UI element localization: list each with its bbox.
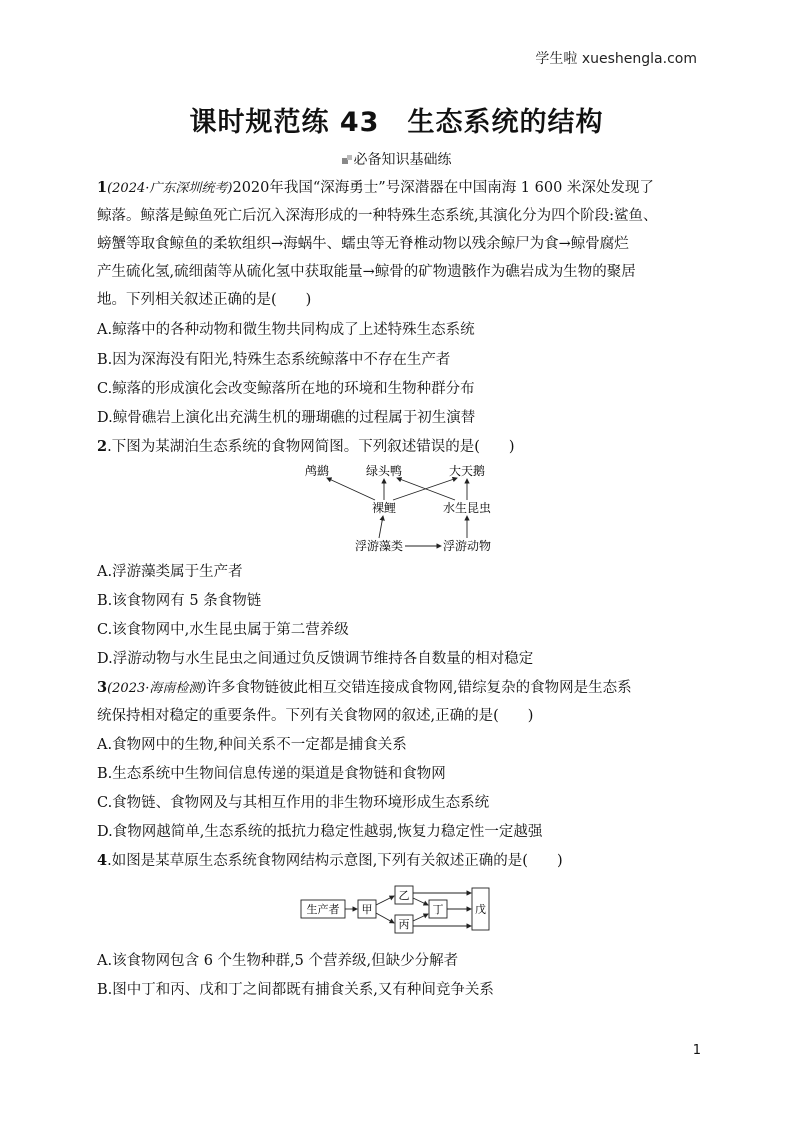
node-naked-carp: 裸鲤 — [371, 501, 397, 515]
edge-jia-to-yi — [376, 896, 394, 905]
page-title: 课时规范练 43 生态系统的结构 — [189, 107, 604, 138]
q1-source: (2024·广东深圳统考) — [107, 181, 233, 196]
q1-stem-line: 鲸落。鲸落是鲸鱼死亡后沉入深海形成的一种特殊生态系统,其演化分为四个阶段:鲨鱼、 — [97, 208, 658, 224]
label-bing: 丙 — [398, 918, 410, 931]
q2-stem: 2.下图为某湖泊生态系统的食物网简图。下列叙述错误的是( ) — [97, 438, 515, 455]
q4-option-b: B.图中丁和丙、戊和丁之间都既有捕食关系,又有种间竞争关系 — [97, 982, 494, 998]
label-jia: 甲 — [361, 903, 373, 916]
q1-stem-line: 2020年我国“深海勇士”号深潜器在中国南海 1 600 米深处发现了 — [232, 180, 654, 196]
section-heading — [0, 149, 793, 169]
q1-number: 1 — [97, 179, 108, 196]
q1-line-1 — [97, 178, 654, 199]
q1-option-a: A.鲸落中的各种动物和微生物共同构成了上述特殊生态系统 — [97, 322, 475, 338]
q3-source: (2023·海南检测) — [107, 681, 207, 696]
section-marker-icon — [342, 155, 352, 165]
lake-food-web-diagram — [295, 460, 505, 558]
q3-number: 3 — [97, 679, 108, 696]
q3-option-b: B.生态系统中生物间信息传递的渠道是食物链和食物网 — [97, 766, 446, 782]
label-producer: 生产者 — [306, 903, 340, 916]
q4-stem: 4.如图是某草原生态系统食物网结构示意图,下列有关叙述正确的是( ) — [97, 852, 563, 869]
edge-phyto-to-carp — [379, 516, 383, 538]
q2-number: 2 — [97, 438, 108, 455]
edge-yi-to-ding — [413, 898, 428, 905]
edge-bing-to-ding — [413, 914, 428, 921]
node-mallard: 绿头鸭 — [365, 464, 403, 478]
q4-number: 4 — [97, 852, 108, 869]
grassland-food-web-diagram — [300, 884, 490, 936]
q3-option-a: A.食物网中的生物,种间关系不一定都是捕食关系 — [97, 737, 407, 753]
node-cormorant: 鸬鹚 — [304, 464, 330, 478]
q1-stem-line: 地。下列相关叙述正确的是( ) — [97, 292, 312, 308]
label-yi: 乙 — [398, 889, 410, 902]
node-zooplankton: 浮游动物 — [442, 539, 492, 553]
node-whooper-swan: 大天鹅 — [448, 464, 486, 478]
q1-stem-line: 产生硫化氢,硫细菌等从硫化氢中获取能量→鲸骨的矿物遗骸作为礁岩成为生物的聚居 — [97, 264, 636, 280]
page-number: 1 — [692, 1043, 701, 1058]
label-ding: 丁 — [432, 903, 444, 916]
edge-carp-to-cormorant — [327, 478, 375, 500]
section-label: 必备知识基础练 — [353, 152, 452, 168]
q1-option-b: B.因为深海没有阳光,特殊生态系统鲸落中不存在生产者 — [97, 352, 451, 368]
site-watermark: 学生啦 xueshengla.com — [535, 51, 697, 67]
q2-option-b: B.该食物网有 5 条食物链 — [97, 593, 262, 609]
label-wu: 戊 — [475, 903, 486, 916]
q2-option-a: A.浮游藻类属于生产者 — [97, 564, 243, 580]
q4-option-a: A.该食物网包含 6 个生物种群,5 个营养级,但缺少分解者 — [97, 953, 459, 969]
edge-jia-to-bing — [376, 913, 394, 923]
q2-option-d: D.浮游动物与水生昆虫之间通过负反馈调节维持各自数量的相对稳定 — [97, 651, 534, 667]
node-phytoplankton: 浮游藻类 — [354, 539, 404, 553]
q1-stem-line: 螃蟹等取食鲸鱼的柔软组织→海蜗牛、蠕虫等无脊椎动物以残余鲸尸为食→鲸骨腐烂 — [97, 236, 629, 252]
q2-option-c: C.该食物网中,水生昆虫属于第二营养级 — [97, 622, 349, 638]
q3-option-d: D.食物网越简单,生态系统的抵抗力稳定性越弱,恢复力稳定性一定越强 — [97, 824, 543, 840]
q1-option-c: C.鲸落的形成演化会改变鲸落所在地的环境和生物种群分布 — [97, 381, 475, 397]
q3-stem-line: 统保持相对稳定的重要条件。下列有关食物网的叙述,正确的是( ) — [97, 708, 534, 724]
q3-option-c: C.食物链、食物网及与其相互作用的非生物环境形成生态系统 — [97, 795, 490, 811]
q3-line-1: 3(2023·海南检测)许多食物链彼此相互交错连接成食物网,错综复杂的食物网是生态系 — [97, 679, 632, 696]
q1-option-d: D.鲸骨礁岩上演化出充满生机的珊瑚礁的过程属于初生演替 — [97, 410, 476, 426]
node-aquatic-insect: 水生昆虫 — [442, 501, 492, 515]
